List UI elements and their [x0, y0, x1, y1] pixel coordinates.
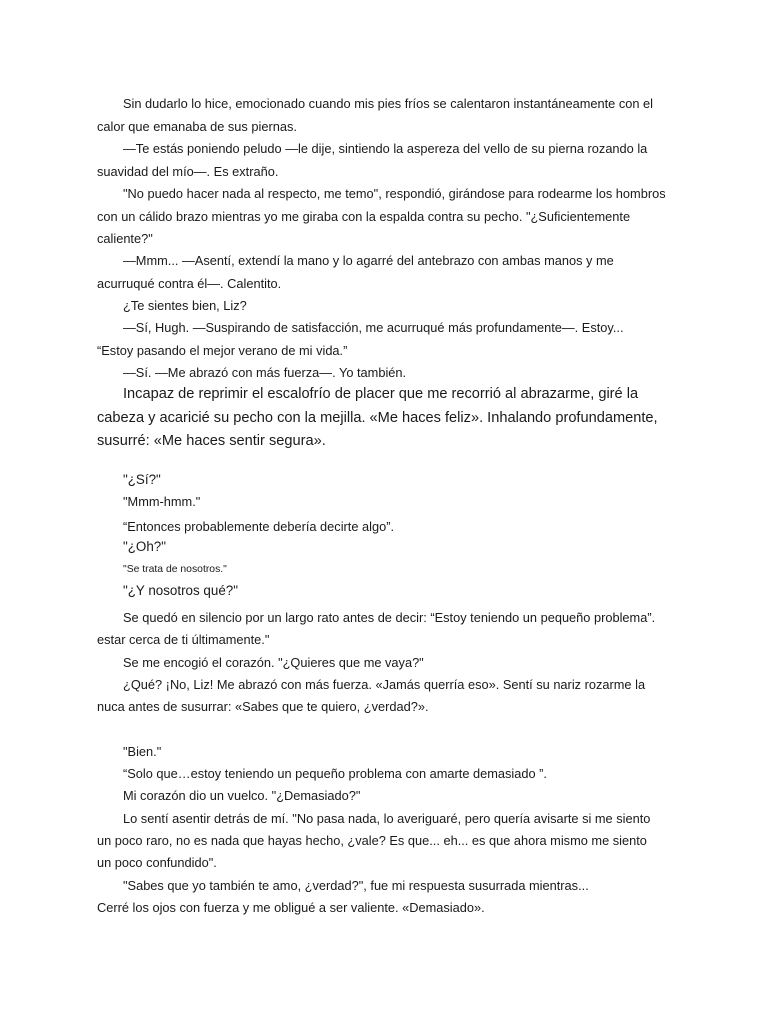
- text-line: Se quedó en silencio por un largo rato antes de decir: “Estoy teniendo un pequeño problema”.: [123, 610, 656, 625]
- text-line: "No puedo hacer nada al respecto, me temo", respondió, girándose para rodearme los hombros: [123, 186, 666, 201]
- text-line: Incapaz de reprimir el escalofrío de placer que me recorrió al abrazarme, giré la: [123, 386, 639, 402]
- text-line: Lo sentí asentir detrás de mí. "No pasa nada, lo averiguaré, pero quería avisarte si me siento: [123, 811, 651, 826]
- text-line: “Entonces probablemente debería decirte algo”.: [123, 519, 395, 534]
- text-line: Mi corazón dio un vuelco. "¿Demasiado?": [123, 788, 361, 803]
- text-line: “Estoy pasando el mejor verano de mi vida.”: [97, 343, 348, 358]
- text-line: —Sí, Hugh. —Suspirando de satisfacción, me acurruqué más profundamente—. Estoy...: [123, 320, 624, 335]
- text-line: —Sí. —Me abrazó con más fuerza—. Yo también.: [123, 365, 407, 380]
- text-line: susurré: «Me haces sentir segura».: [97, 433, 326, 449]
- text-line: acurruqué contra él—. Calentito.: [97, 276, 282, 291]
- text-line: calor que emanaba de sus piernas.: [97, 119, 297, 134]
- text-line: Se me encogió el corazón. "¿Quieres que me vaya?": [123, 655, 424, 670]
- text-line: "Se trata de nosotros.": [123, 564, 227, 575]
- text-line: "Sabes que yo también te amo, ¿verdad?", fue mi respuesta susurrada mientras...: [123, 878, 589, 893]
- text-line: caliente?": [97, 231, 153, 246]
- text-line: —Te estás poniendo peludo —le dije, sintiendo la aspereza del vello de su pierna rozando la: [123, 141, 648, 156]
- text-line: un poco raro, no es nada que hayas hecho, ¿vale? Es que... eh... es que ahora mismo me siento: [97, 833, 647, 848]
- text-line: "¿Oh?": [123, 539, 166, 554]
- text-line: “Solo que…estoy teniendo un pequeño problema con amarte demasiado ”.: [123, 766, 547, 781]
- text-line: nuca antes de susurrar: «Sabes que te quiero, ¿verdad?».: [97, 699, 429, 714]
- text-line: un poco confundido".: [97, 855, 217, 870]
- text-line: —Mmm... —Asentí, extendí la mano y lo agarré del antebrazo con ambas manos y me: [123, 253, 614, 268]
- text-line: con un cálido brazo mientras yo me giraba con la espalda contra su pecho. "¿Suficientemente: [97, 209, 631, 224]
- text-line: "Mmm-hmm.": [123, 494, 201, 509]
- text-line: "¿Sí?": [123, 472, 161, 487]
- text-line: Cerré los ojos con fuerza y me obligué a ser valiente. «Demasiado».: [97, 900, 485, 915]
- text-line: estar cerca de ti últimamente.": [97, 632, 270, 647]
- text-line: "Bien.": [123, 744, 162, 759]
- text-line: Sin dudarlo lo hice, emocionado cuando mis pies fríos se calentaron instantáneamente con el: [123, 96, 653, 111]
- text-line: "¿Y nosotros qué?": [123, 583, 238, 598]
- text-line: cabeza y acaricié su pecho con la mejilla. «Me haces feliz». Inhalando profundamente,: [97, 410, 658, 426]
- text-line: ¿Qué? ¡No, Liz! Me abrazó con más fuerza. «Jamás querría eso». Sentí su nariz rozarme la: [123, 677, 646, 692]
- text-line: ¿Te sientes bien, Liz?: [123, 298, 247, 313]
- text-line: suavidad del mío—. Es extraño.: [97, 164, 279, 179]
